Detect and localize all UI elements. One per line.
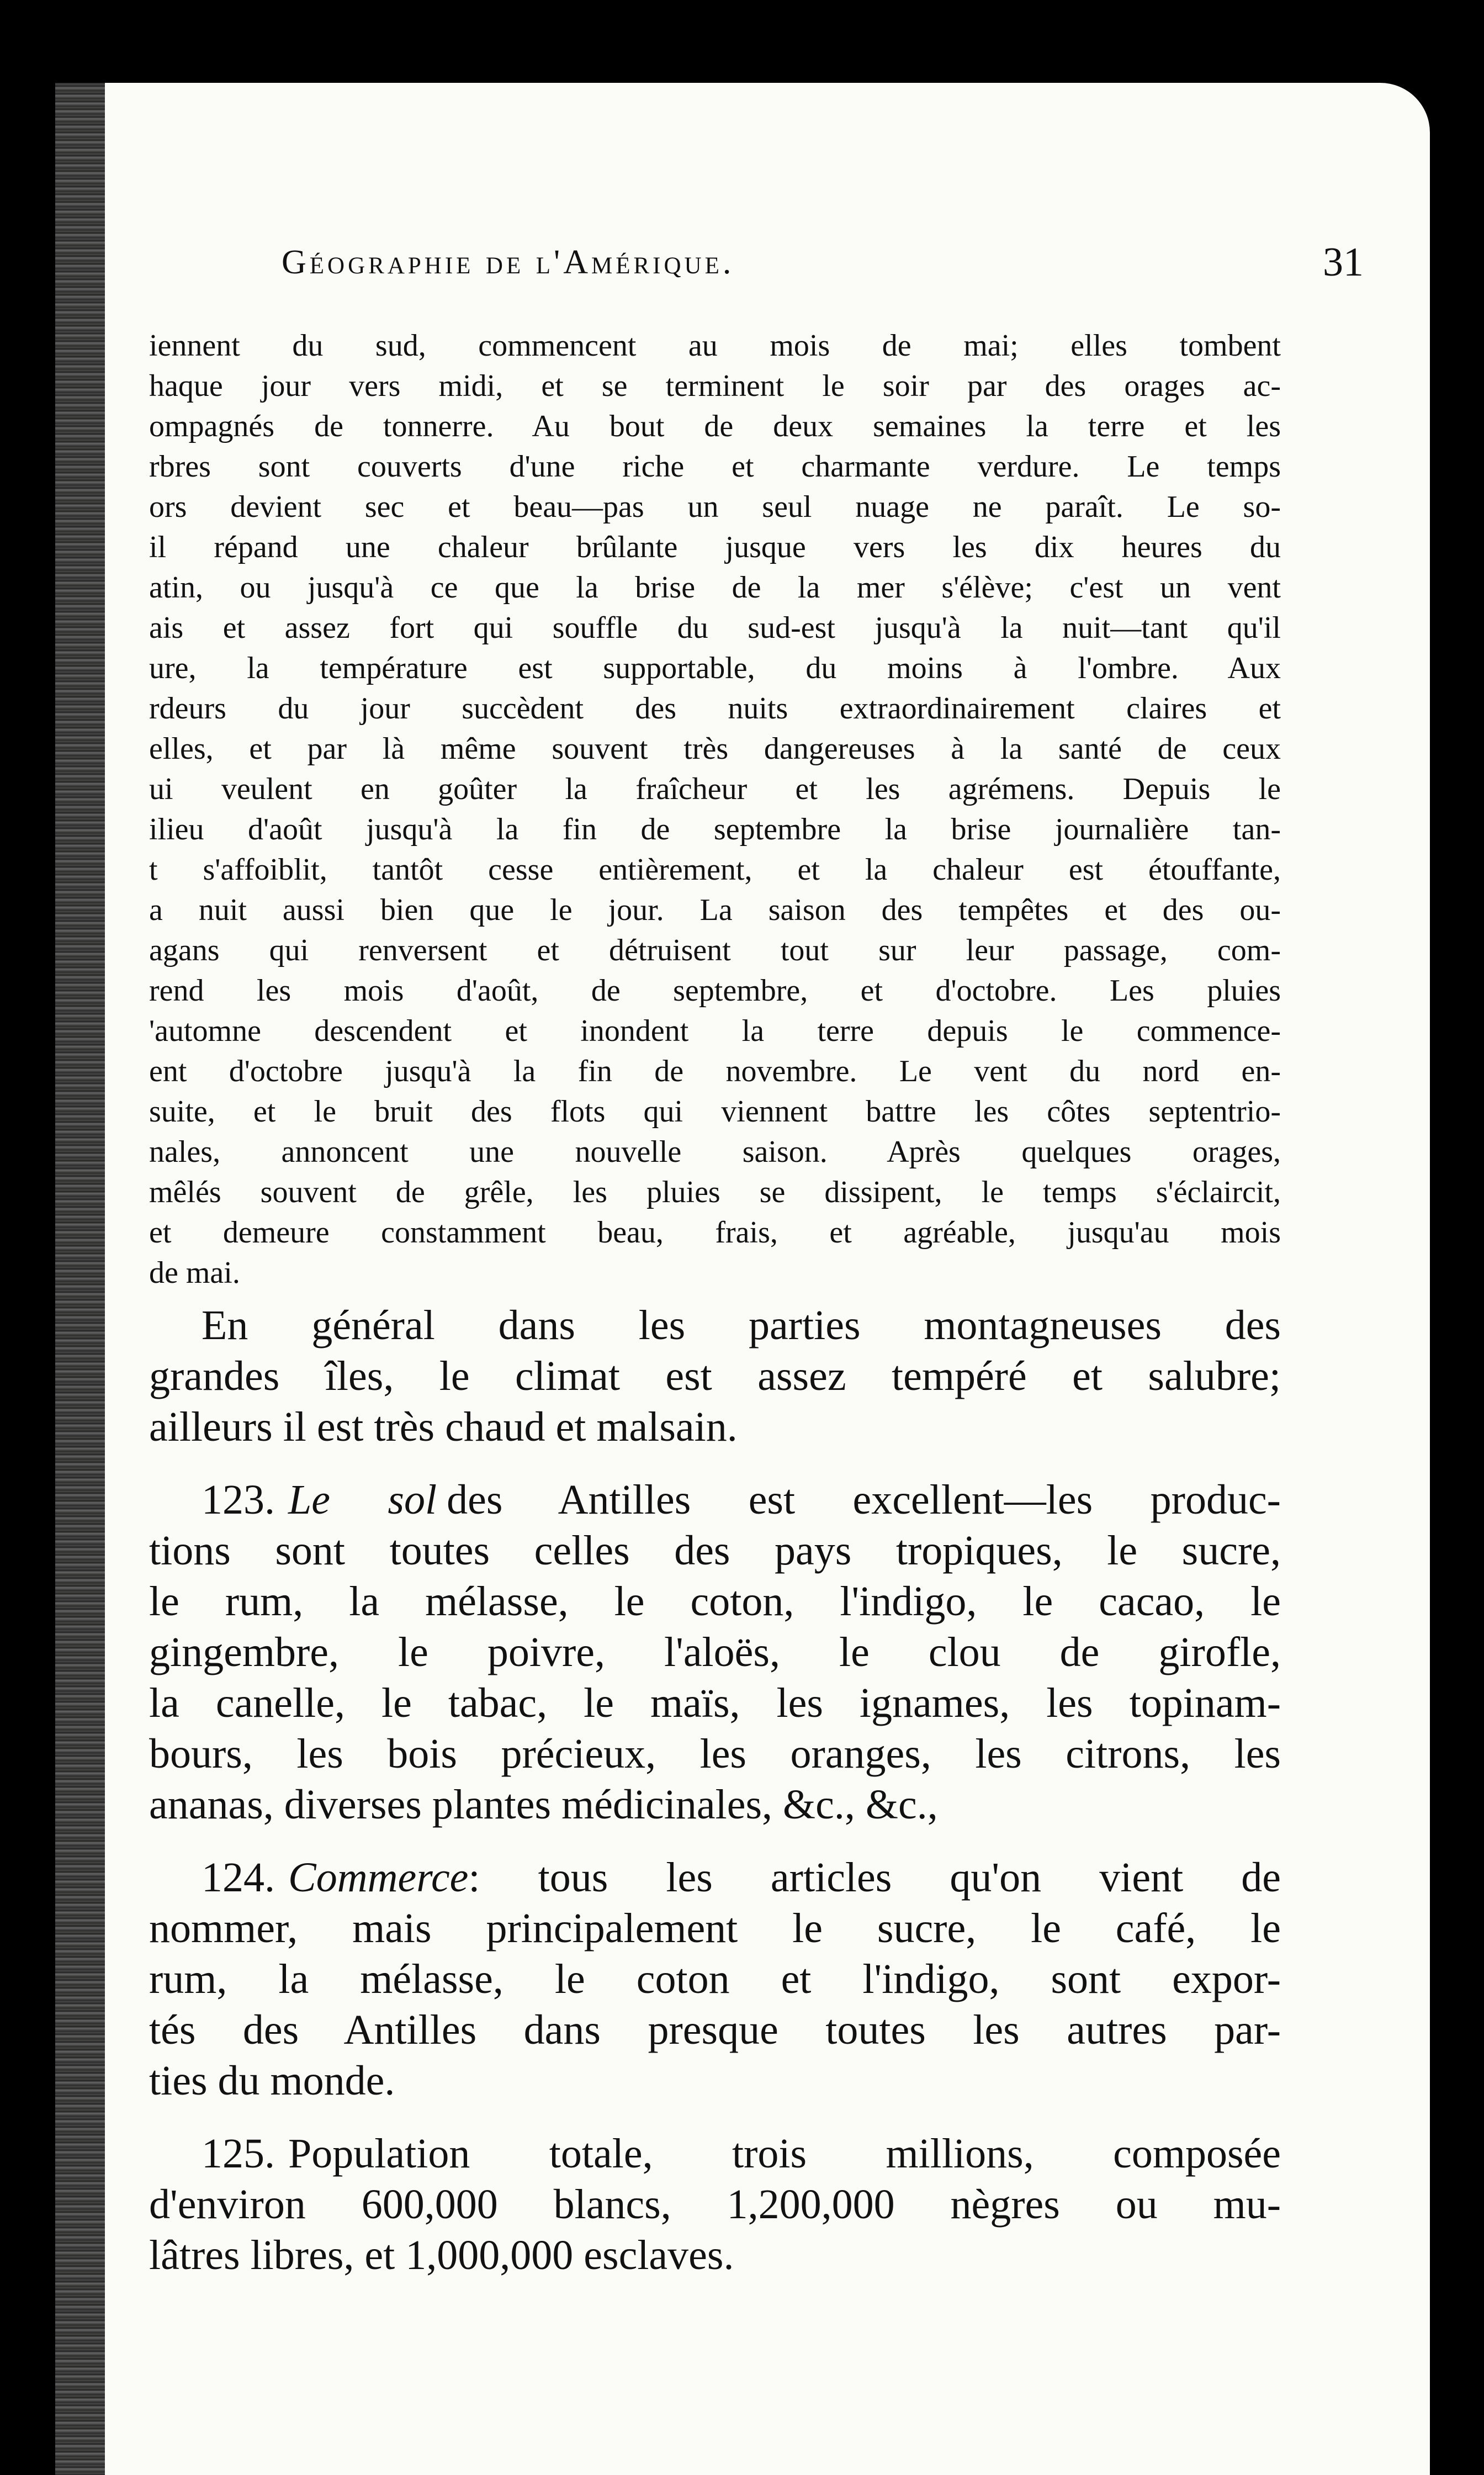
section-123-soil	[149, 1474, 1281, 1830]
text-line: rum, la mélasse, le coton et l'indigo, sont expor-	[149, 1956, 1281, 2002]
text-line: tions sont toutes celles des pays tropiques, le sucre,	[149, 1527, 1281, 1574]
text-line: bours, les bois précieux, les oranges, les citrons, les	[149, 1731, 1281, 1777]
text-line: iennent du sud, commencent au mois de mai; elles tombent	[149, 329, 1281, 363]
section-number: 123.	[202, 1477, 275, 1523]
text-line: t s'affoiblit, tantôt cesse entièrement, et la chaleur est étouffante,	[149, 853, 1281, 887]
text-line: agans qui renversent et détruisent tout sur leur passage, com-	[149, 933, 1281, 967]
text-line: atin, ou jusqu'à ce que la brise de la mer s'élève; c'est un vent	[149, 570, 1281, 605]
text-line: d'environ 600,000 blancs, 1,200,000 nègres ou mu-	[149, 2181, 1281, 2228]
text-line: 124. Commerce: tous les articles qu'on vient de	[202, 1854, 1281, 1901]
text-line: 'automne descendent et inondent la terre depuis le commence-	[149, 1014, 1281, 1048]
text-line: ent d'octobre jusqu'à la fin de novembre. Le vent du nord en-	[149, 1054, 1281, 1088]
text-line: tés des Antilles dans presque toutes les autres par-	[149, 2007, 1281, 2053]
text-line: ties du monde.	[149, 2058, 395, 2104]
text-line: mêlés souvent de grêle, les pluies se dissipent, le temps s'éclaircit,	[149, 1175, 1281, 1209]
text-line: rdeurs du jour succèdent des nuits extraordinairement claires et	[149, 691, 1281, 726]
page-header	[282, 232, 1364, 293]
text-line: et demeure constamment beau, frais, et agréable, jusqu'au mois	[149, 1215, 1281, 1250]
climate-paragraph	[149, 326, 1281, 1293]
section-label: Commerce	[288, 1854, 469, 1901]
text-line: ompagnés de tonnerre. Au bout de deux semaines la terre et les	[149, 409, 1281, 443]
text-line: nales, annoncent une nouvelle saison. Après quelques orages,	[149, 1135, 1281, 1169]
page-number: 31	[1323, 239, 1364, 285]
section-125-population	[149, 2128, 1281, 2281]
text-line: haque jour vers midi, et se terminent le soir par des orages ac-	[149, 369, 1281, 403]
text-line: ui veulent en goûter la fraîcheur et les agrémens. Depuis le	[149, 772, 1281, 806]
running-title: Géographie de l'Amérique.	[282, 243, 735, 281]
text-line: ure, la température est supportable, du moins à l'ombre. Aux	[149, 651, 1281, 685]
binding-gutter	[55, 83, 105, 2475]
body-text	[149, 326, 1281, 2303]
text-line: rbres sont couverts d'une riche et charmante verdure. Le temps	[149, 449, 1281, 484]
text-line: de mai.	[149, 1256, 240, 1290]
book-page	[55, 83, 1430, 2475]
text-line: 123. Le sol des Antilles est excellent—les produc-	[202, 1477, 1281, 1523]
text-line: ors devient sec et beau—pas un seul nuage ne paraît. Le so-	[149, 490, 1281, 524]
section-124-commerce	[149, 1852, 1281, 2106]
text-line: ilieu d'août jusqu'à la fin de septembre la brise journalière tan-	[149, 812, 1281, 847]
text-line: ananas, diverses plantes médicinales, &c., &c.,	[149, 1781, 938, 1828]
text-line: il répand une chaleur brûlante jusque vers les dix heures du	[149, 530, 1281, 564]
text-line: le rum, la mélasse, le coton, l'indigo, le cacao, le	[149, 1578, 1281, 1625]
text-line: ailleurs il est très chaud et malsain.	[149, 1404, 738, 1450]
text-line: la canelle, le tabac, le maïs, les ignames, les topinam-	[149, 1680, 1281, 1726]
text-line: a nuit aussi bien que le jour. La saison des tempêtes et des ou-	[149, 893, 1281, 927]
text-line: nommer, mais principalement le sucre, le café, le	[149, 1905, 1281, 1952]
section-label: Le sol	[288, 1477, 437, 1523]
text-line: 125. Population totale, trois millions, composée	[202, 2130, 1281, 2177]
section-number: 125.	[202, 2130, 275, 2177]
text-line: En général dans les parties montagneuses des	[202, 1302, 1281, 1348]
text-line: grandes îles, le climat est assez tempéré et salubre;	[149, 1353, 1281, 1399]
general-climate-paragraph	[149, 1300, 1281, 1452]
section-number: 124.	[202, 1854, 275, 1901]
text-line: ais et assez fort qui souffle du sud-est jusqu'à la nuit—tant qu'il	[149, 611, 1281, 645]
text-line: suite, et le bruit des flots qui viennent battre les côtes septentrio-	[149, 1094, 1281, 1129]
text-line: gingembre, le poivre, l'aloës, le clou de girofle,	[149, 1629, 1281, 1675]
text-line: lâtres libres, et 1,000,000 esclaves.	[149, 2232, 734, 2278]
text-line: elles, et par là même souvent très dangereuses à la santé de ceux	[149, 732, 1281, 766]
text-line: rend les mois d'août, de septembre, et d'octobre. Les pluies	[149, 974, 1281, 1008]
